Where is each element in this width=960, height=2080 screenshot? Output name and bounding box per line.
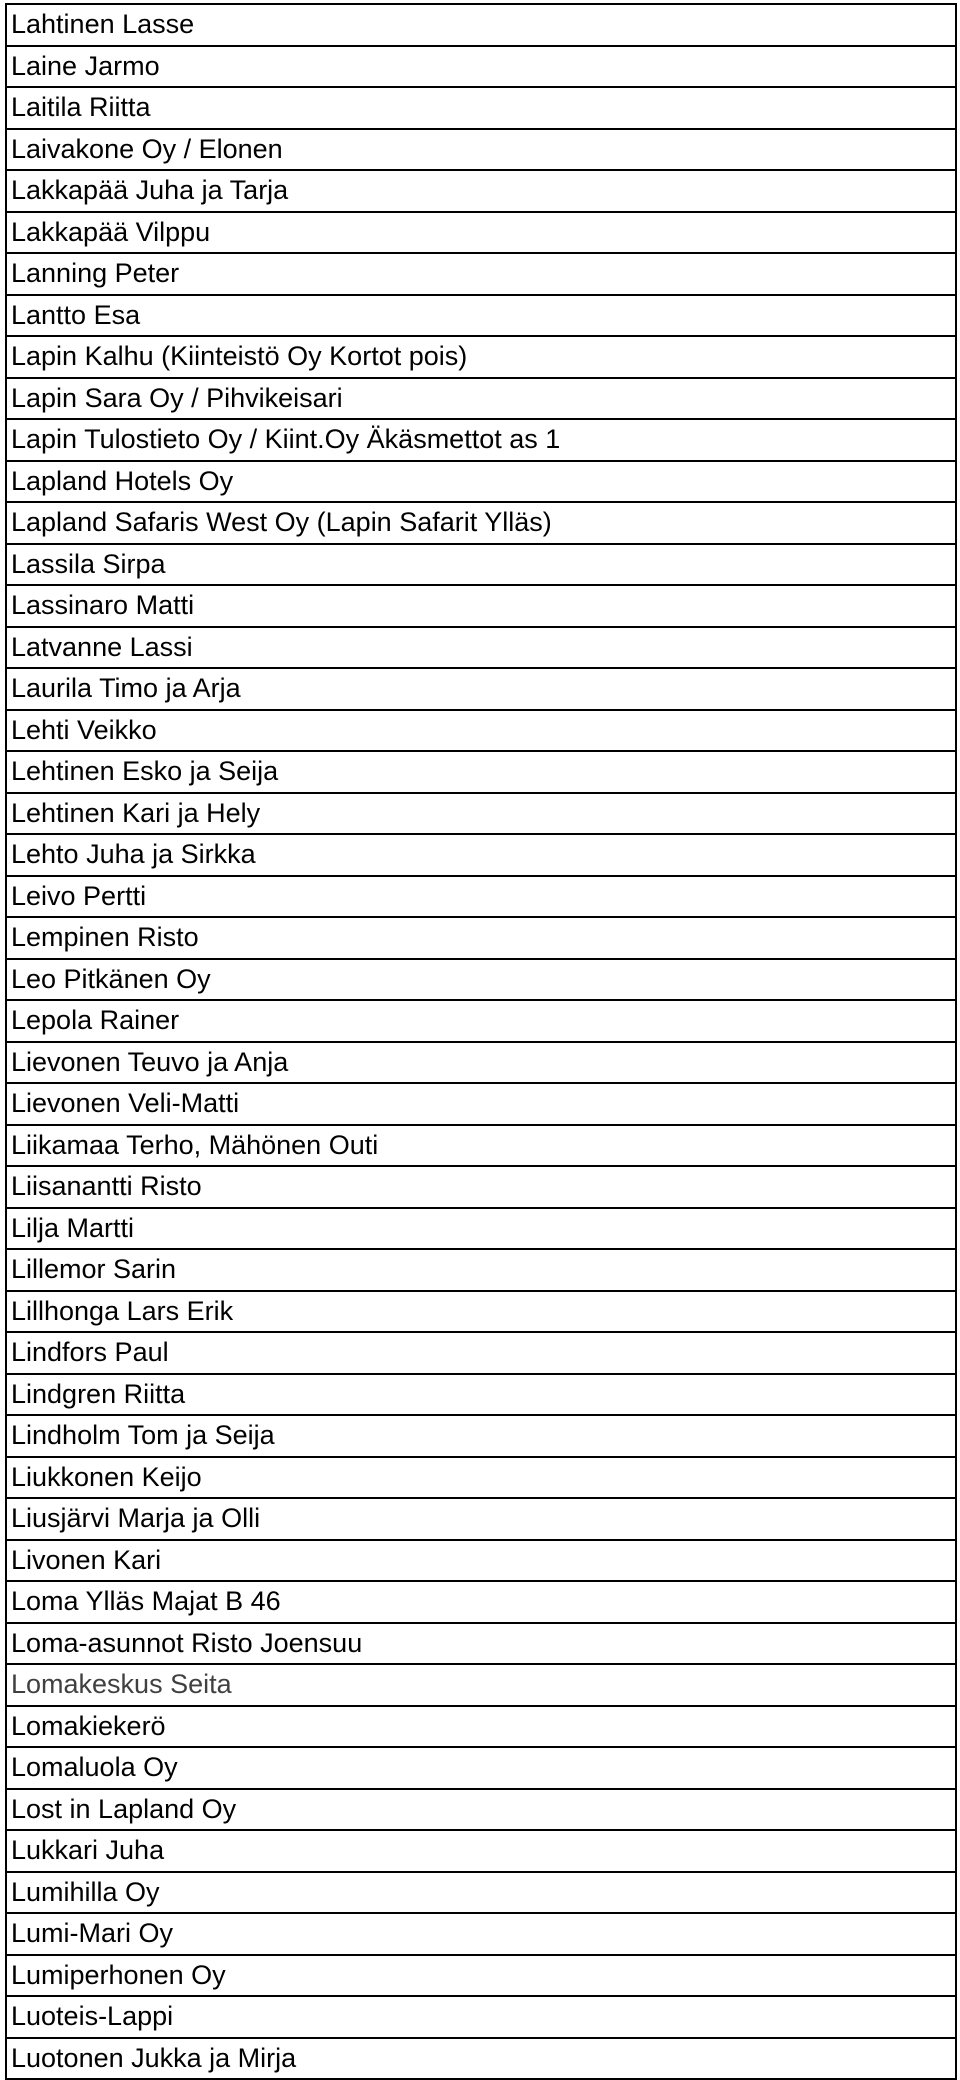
table-row: Lomakiekerö [5,1707,957,1749]
table-row: Luotonen Jukka ja Mirja [5,2039,957,2080]
table-row: Lepola Rainer [5,1001,957,1043]
table-row: Lindgren Riitta [5,1375,957,1417]
table-row: Lillhonga Lars Erik [5,1292,957,1334]
table-row: Loma-asunnot Risto Joensuu [5,1624,957,1666]
table-row: Lukkari Juha [5,1831,957,1873]
table-row: Lost in Lapland Oy [5,1790,957,1832]
table-row: Lehtinen Kari ja Hely [5,794,957,836]
table-row: Lomakeskus Seita [5,1665,957,1707]
table-row: Lapland Safaris West Oy (Lapin Safarit Ylläs) [5,503,957,545]
table-row: Lievonen Teuvo ja Anja [5,1043,957,1085]
table-row: Lantto Esa [5,296,957,338]
table-row: Loma Ylläs Majat B 46 [5,1582,957,1624]
table-row: Lilja Martti [5,1209,957,1251]
table-row: Liusjärvi Marja ja Olli [5,1499,957,1541]
table-row: Laine Jarmo [5,47,957,89]
table-row: Lindfors Paul [5,1333,957,1375]
table-row: Lapin Sara Oy / Pihvikeisari [5,379,957,421]
table-row: Lassila Sirpa [5,545,957,587]
table-row: Lindholm Tom ja Seija [5,1416,957,1458]
table-row: Liukkonen Keijo [5,1458,957,1500]
table-row: Leivo Pertti [5,877,957,919]
table-row: Lahtinen Lasse [5,5,957,47]
table-row: Lehto Juha ja Sirkka [5,835,957,877]
table-row: Lillemor Sarin [5,1250,957,1292]
table-row: Laivakone Oy / Elonen [5,130,957,172]
table-row: Liisanantti Risto [5,1167,957,1209]
table-row: Lapland Hotels Oy [5,462,957,504]
table-row: Lanning Peter [5,254,957,296]
table-row: Laitila Riitta [5,88,957,130]
table-row: Lehtinen Esko ja Seija [5,752,957,794]
table-row: Lievonen Veli-Matti [5,1084,957,1126]
table-row: Lapin Kalhu (Kiinteistö Oy Kortot pois) [5,337,957,379]
table-row: Leo Pitkänen Oy [5,960,957,1002]
table-row: Livonen Kari [5,1541,957,1583]
table-row: Lakkapää Juha ja Tarja [5,171,957,213]
table-row: Laurila Timo ja Arja [5,669,957,711]
table-row: Lassinaro Matti [5,586,957,628]
table-row: Lumi-Mari Oy [5,1914,957,1956]
name-list-table [5,3,957,2080]
table-row: Lapin Tulostieto Oy / Kiint.Oy Äkäsmettot as 1 [5,420,957,462]
table-row: Lempinen Risto [5,918,957,960]
table-row: Liikamaa Terho, Mähönen Outi [5,1126,957,1168]
table-row: Lakkapää Vilppu [5,213,957,255]
table-row: Luoteis-Lappi [5,1997,957,2039]
table-row: Lehti Veikko [5,711,957,753]
table-row: Lumiperhonen Oy [5,1956,957,1998]
table-row: Lomaluola Oy [5,1748,957,1790]
table-row: Latvanne Lassi [5,628,957,670]
table-row: Lumihilla Oy [5,1873,957,1915]
